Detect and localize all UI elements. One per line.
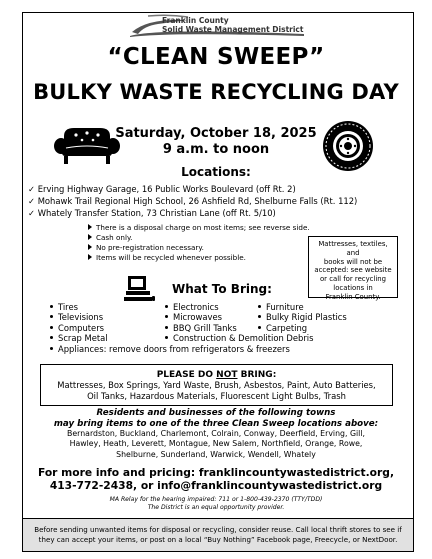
bring-item [258,312,347,322]
bring-item [258,302,347,312]
check-icon: ✓ [28,196,36,206]
org-name-line1: Franklin County [162,16,229,25]
bring-text: Construction & Demolition Debris [173,333,314,344]
appliances-text: Appliances: remove doors from refrigerators & freezers [58,344,290,354]
bring-text: Electronics [173,302,219,312]
locations-list [28,183,357,219]
note-text: There is a disposal charge on most items; see reverse side. [96,223,310,232]
location-text: Erving Highway Garage, 16 Public Works Boulevard (off Rt. 2) [37,184,296,194]
note-text: Items will be recycled whenever possible. [96,253,246,262]
bring-text: Computers [58,322,104,333]
bullet-dot-icon [165,305,168,308]
bring-item [50,333,108,343]
location-text: Mohawk Trail Regional High School, 26 Ashfield Rd, Shelburne Falls (Rt. 112) [37,196,358,206]
do-not-bring-line: Oil Tanks, Hazardous Materials, Fluorescent Light Bulbs, Trash [87,391,346,401]
contact-info: For more info and pricing: franklincountywastedistrict.org, 413-772-2438, or info@franklincountywastedistrict.org [37,466,395,493]
bring-item [50,312,108,322]
towns-list: Bernardston, Buckland, Charlemont, Colrain, Conway, Deerfield, Erving, Gill, Hawley, Heath, Leverett, Montague, New Salem, Northfield, Orange, Rowe, Shelburne, Sunderland, Warwick, Wendell, Whately [67,429,365,459]
location-text: Whately Transfer Station, 73 Christian Lane (off Rt. 5/10) [37,208,276,218]
check-icon: ✓ [28,208,36,218]
reuse-footer: Before sending unwanted items for disposal or recycling, consider reuse. Call local thrift stores to see if they can accept your items, or post on a local “Buy Nothing” Facebook page, Freecycle, or NextDoor. [23,518,413,551]
bullet-dot-icon [50,326,53,329]
bring-text: BBQ Grill Tanks [173,322,237,333]
appliances-item [50,344,290,354]
notice-line: accepted: see website [314,266,392,275]
mattress-notice-box [308,236,398,301]
notice-line: Mattresses, textiles, and [318,240,388,257]
notice-line: locations in [333,283,373,292]
triangle-bullet-icon [88,234,92,240]
do-not-bring-box [40,364,393,406]
triangle-bullet-icon [88,254,92,260]
bullet-dot-icon [258,315,261,318]
bullet-dot-icon [165,326,168,329]
note-item [88,233,310,243]
bring-text: Bulky Rigid Plastics [266,312,347,323]
residents-heading: Residents and businesses of the following towns may bring items to one of the three Clean Sweep locations above: [53,408,379,429]
bring-column-3 [258,302,347,333]
bullet-dot-icon [258,326,261,329]
check-icon: ✓ [28,184,36,194]
triangle-bullet-icon [88,244,92,250]
bring-text: Furniture [266,302,304,312]
location-item [28,183,357,195]
computer-icon [122,276,156,302]
note-item [88,253,310,263]
notice-line: books will not be [323,257,383,266]
bullet-dot-icon [165,315,168,318]
title-bulky-waste: BULKY WASTE RECYCLING DAY [33,80,399,104]
note-item [88,223,310,233]
note-text: Cash only. [96,233,133,242]
bullet-dot-icon [50,315,53,318]
note-text: No pre-registration necessary. [96,243,204,252]
bring-text: Microwaves [173,312,222,323]
location-item [28,195,357,207]
notice-line: Franklin County. [325,292,381,301]
bring-text: Televisions [58,312,104,323]
bullet-dot-icon [258,305,261,308]
bring-text: Carpeting [266,322,308,333]
bring-item [50,323,108,333]
what-to-bring-heading: What To Bring: [172,282,272,296]
bullet-dot-icon [50,305,53,308]
event-time: 9 a.m. to noon [162,142,270,157]
bullet-dot-icon [165,336,168,339]
bring-item [258,323,347,333]
bullet-dot-icon [50,347,53,350]
bring-item [165,333,313,343]
location-item [28,207,357,219]
triangle-bullet-icon [88,224,92,230]
bring-text: Tires [58,302,78,312]
bring-item [50,302,108,312]
locations-heading: Locations: [181,165,251,179]
note-item [88,243,310,253]
bring-column-1 [50,302,108,344]
do-not-bring-heading: PLEASE DO NOT BRING: [156,370,277,380]
org-name-line2: Solid Waste Management District [162,25,304,34]
do-not-bring-line: Mattresses, Box Springs, Yard Waste, Brush, Asbestos, Paint, Auto Batteries, [57,380,376,390]
notes-list [88,223,310,263]
event-date: Saturday, October 18, 2025 [115,126,317,141]
bullet-dot-icon [50,336,53,339]
relay-notice: MA Relay for the hearing impaired: 711 or 1-800-439-2370 (TTY/TDD) The District is an equal opportunity provider. [109,496,323,511]
title-clean-sweep: “CLEAN SWEEP” [107,44,325,70]
notice-line: or call for recycling [319,275,387,284]
bring-text: Scrap Metal [58,333,108,344]
